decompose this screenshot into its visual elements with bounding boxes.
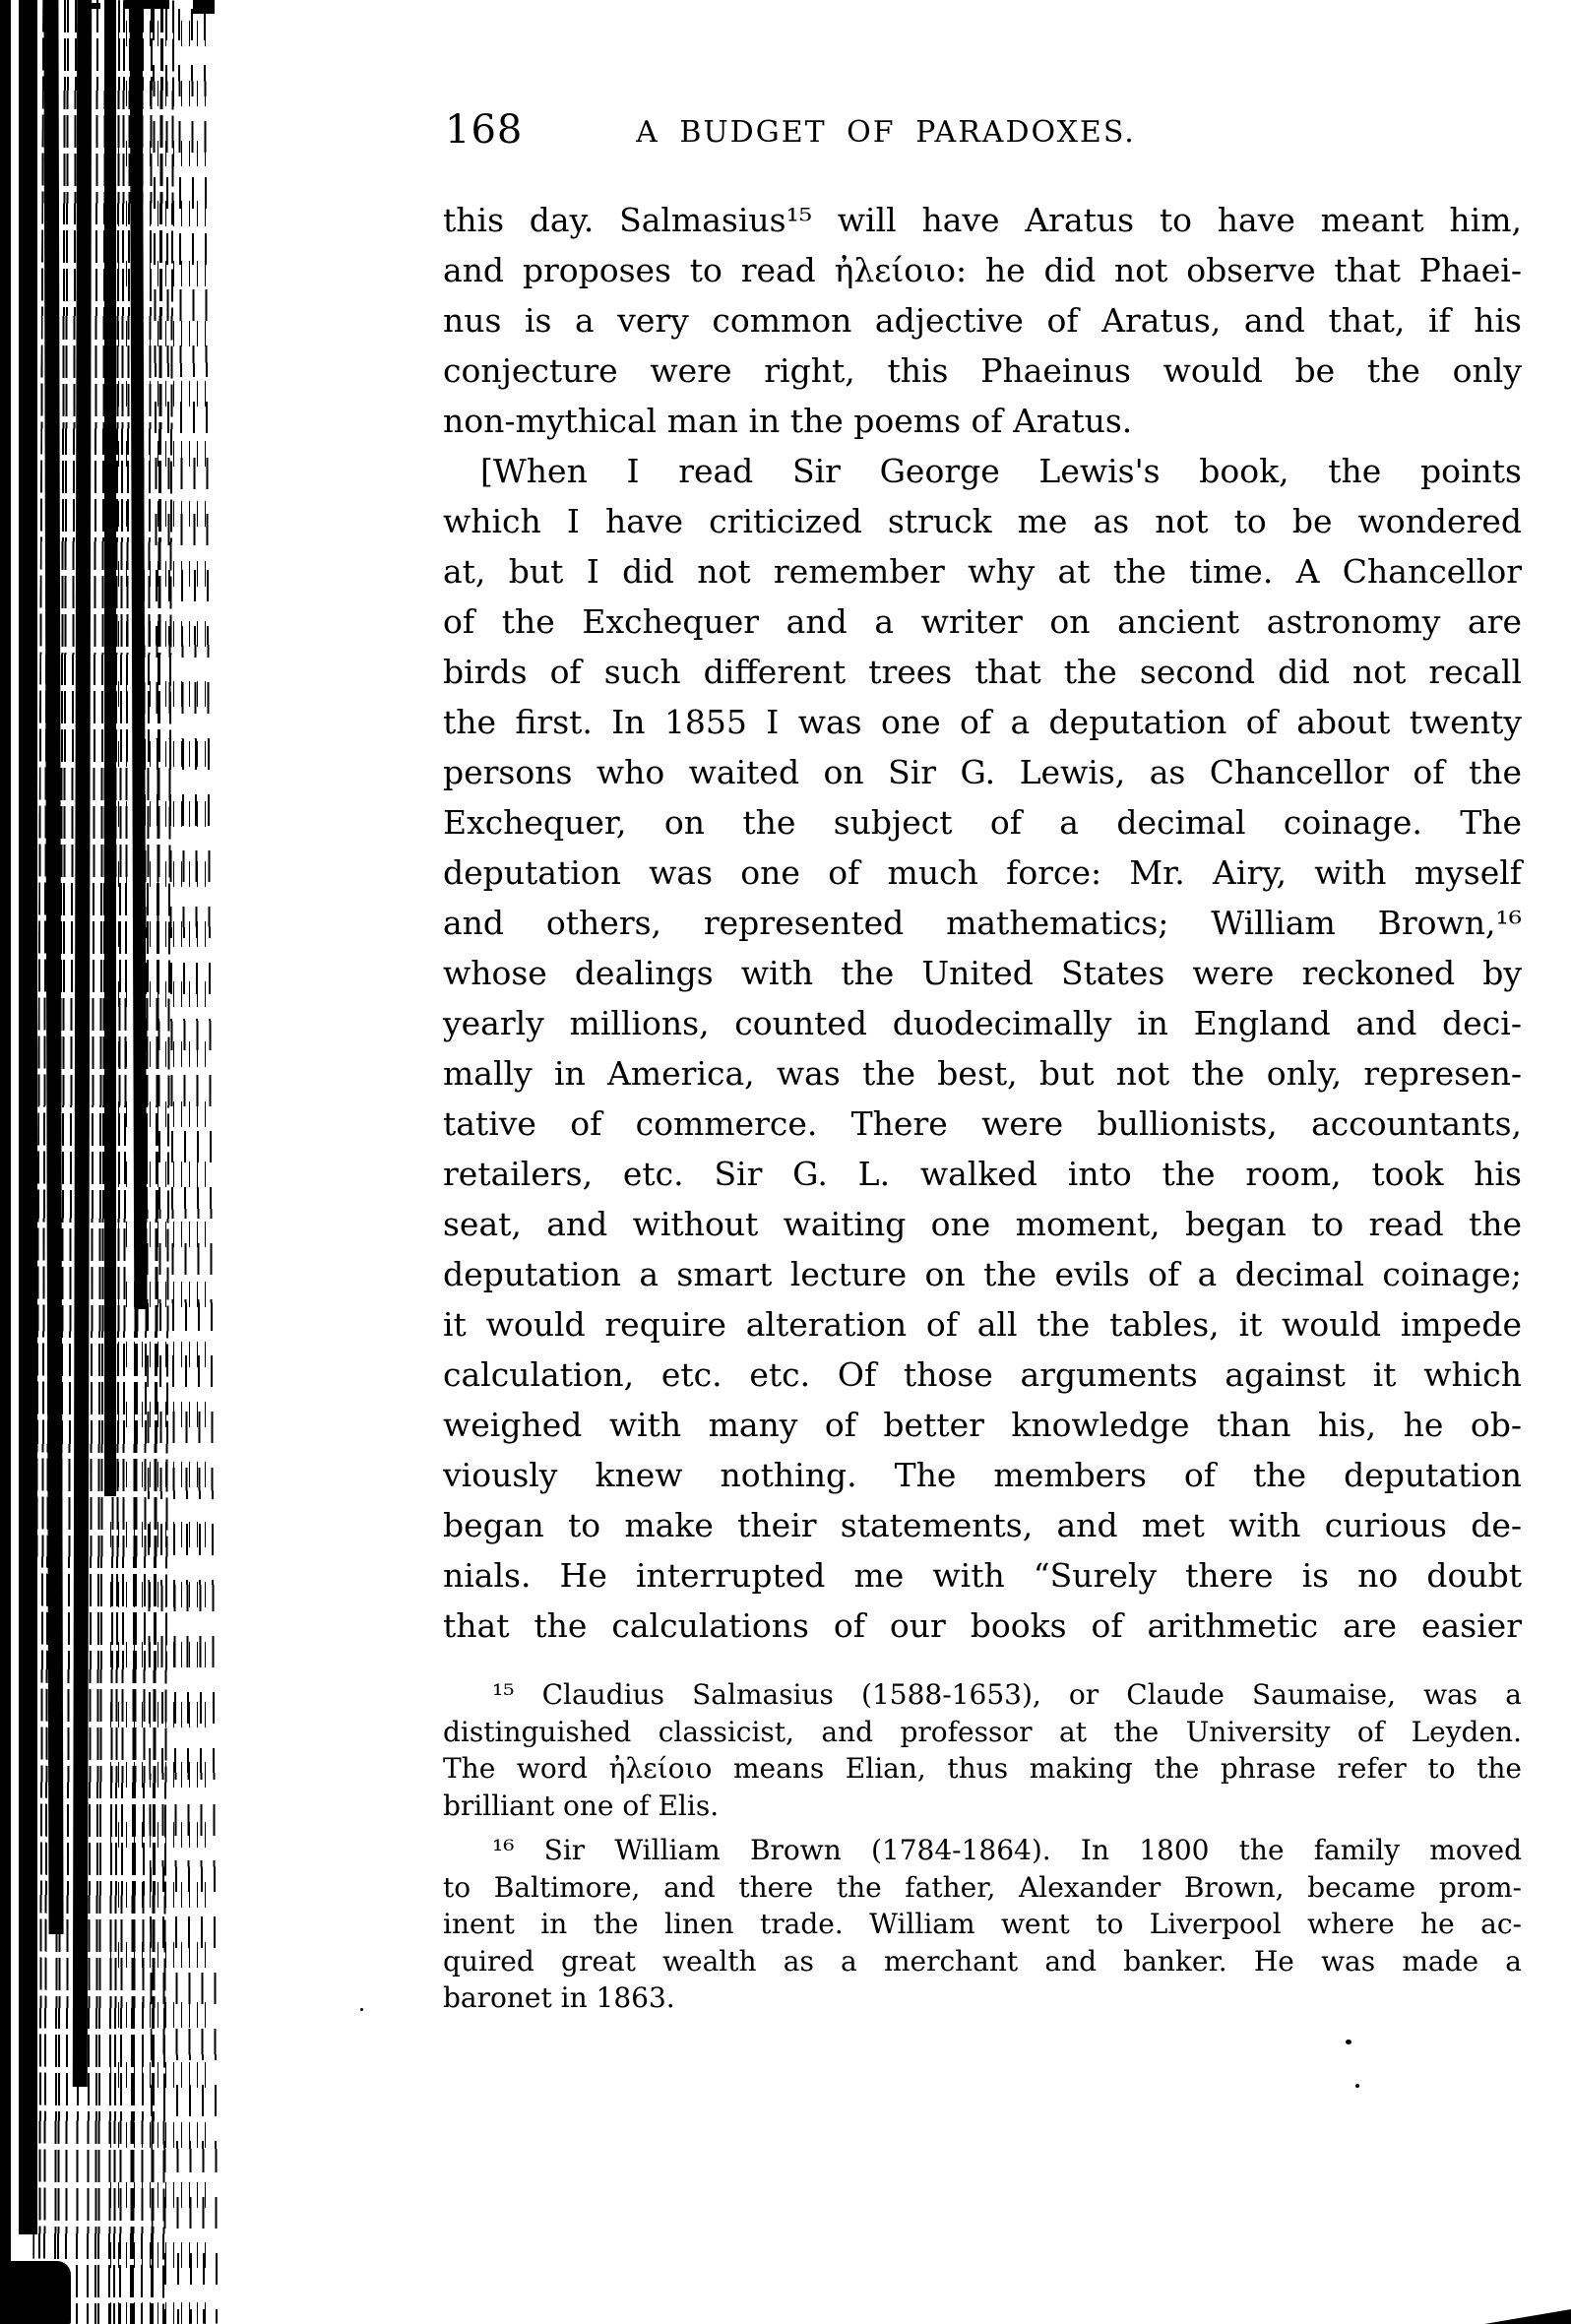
footnote-text-line: quired great wealth as a merchant and banker. He was made a — [443, 1944, 1522, 1978]
body-text-line: and proposes to read ἠλείοιο: he did not observe that Phaei- — [443, 251, 1522, 289]
body-text-line: yearly millions, counted duodecimally in England and deci- — [443, 1004, 1522, 1042]
body-text-line: tative of commerce. There were bullionists, accountants, — [443, 1104, 1522, 1143]
fnote — [443, 1832, 1522, 2017]
body-text-line: of the Exchequer and a writer on ancient astronomy are — [443, 602, 1522, 641]
body-text-line: conjecture were right, this Phaeinus would be the only — [443, 351, 1522, 390]
body-text-line: Exchequer, on the subject of a decimal coinage. The — [443, 803, 1522, 842]
body-text-line: nus is a very common adjective of Aratus, and that, if his — [443, 301, 1522, 340]
footnotes — [443, 1676, 1522, 2017]
body-text-line: [When I read Sir George Lewis's book, the points — [480, 452, 1522, 490]
body-text-line: whose dealings with the United States were reckoned by — [443, 954, 1522, 992]
body-text-line: viously knew nothing. The members of the deputation — [443, 1456, 1522, 1494]
scan-gutter-artifact — [0, 0, 226, 2324]
body-text-line: birds of such different trees that the second did not recall — [443, 653, 1522, 691]
body-text-line: that the calculations of our books of arithmetic are easier — [443, 1606, 1522, 1645]
body-text-line: retailers, etc. Sir G. L. walked into the room, took his — [443, 1155, 1522, 1193]
footnote-text-line: to Baltimore, and there the father, Alexander Brown, became prom- — [443, 1870, 1522, 1904]
footnote-text-line: baronet in 1863. — [443, 1981, 675, 2014]
scan-mark — [87, 3, 100, 9]
footnote-text-line: The word ἠλείοιο means Elian, thus making the phrase refer to the — [443, 1752, 1522, 1785]
footnote-text-line: ¹⁵ Claudius Salmasius (1588-1653), or Claude Saumaise, was a — [492, 1678, 1522, 1711]
body-text-line: weighed with many of better knowledge than his, he ob- — [443, 1406, 1522, 1444]
body-text-line: the first. In 1855 I was one of a deputation of about twenty — [443, 703, 1522, 741]
body-text-line: mally in America, was the best, but not the only, represen- — [443, 1054, 1522, 1093]
body-text-line: this day. Salmasius¹⁵ will have Aratus to have meant him, — [443, 201, 1522, 239]
fnote — [443, 1676, 1522, 1824]
body-text — [443, 195, 1522, 1651]
body-text-line: deputation a smart lecture on the evils of a decimal coinage; — [443, 1255, 1522, 1293]
body-text-line: began to make their statements, and met with curious de- — [443, 1506, 1522, 1544]
footnote-text-line: ¹⁶ Sir William Brown (1784-1864). In 1800 the family moved — [492, 1834, 1522, 1866]
ink-speck — [1355, 2084, 1359, 2088]
body-text-line: deputation was one of much force: Mr. Airy, with myself — [443, 853, 1522, 892]
bpara — [443, 446, 1522, 1651]
scan-mark — [193, 0, 215, 14]
footnote-text-line: brilliant one of Elis. — [443, 1789, 720, 1822]
bpara — [443, 195, 1522, 446]
body-text-line: seat, and without waiting one moment, began to read the — [443, 1205, 1522, 1243]
body-text-line: at, but I did not remember why at the time. A Chancellor — [443, 552, 1522, 591]
scan-mark — [124, 0, 169, 9]
ink-speck — [360, 2008, 363, 2011]
footnote-text-line: distinguished classicist, and professor at the University of Leyden. — [443, 1715, 1522, 1748]
body-text-line: non-mythical man in the poems of Aratus. — [443, 402, 1133, 440]
running-head: A BUDGET OF PARADOXES. — [636, 115, 1136, 150]
body-text-line: it would require alteration of all the tables, it would impede — [443, 1305, 1522, 1344]
body-text-line: calculation, etc. etc. Of those arguments against it which — [443, 1355, 1522, 1394]
body-text-line: persons who waited on Sir G. Lewis, as Chancellor of the — [443, 753, 1522, 791]
ink-speck — [1346, 2040, 1351, 2044]
body-text-line: and others, represented mathematics; William Brown,¹⁶ — [443, 904, 1522, 942]
scan-blot — [4, 2261, 71, 2324]
gutter-bar — [0, 0, 11, 2324]
body-text-line: which I have criticized struck me as not to be wondered — [443, 502, 1522, 540]
page-number: 168 — [445, 107, 524, 153]
corner-scan-wedge — [1484, 2309, 1571, 2324]
footnote-text-line: inent in the linen trade. William went to Liverpool where he ac- — [443, 1908, 1522, 1940]
gutter-streak-texture — [110, 0, 213, 2324]
body-text-line: nials. He interrupted me with “Surely there is no doubt — [443, 1556, 1522, 1595]
